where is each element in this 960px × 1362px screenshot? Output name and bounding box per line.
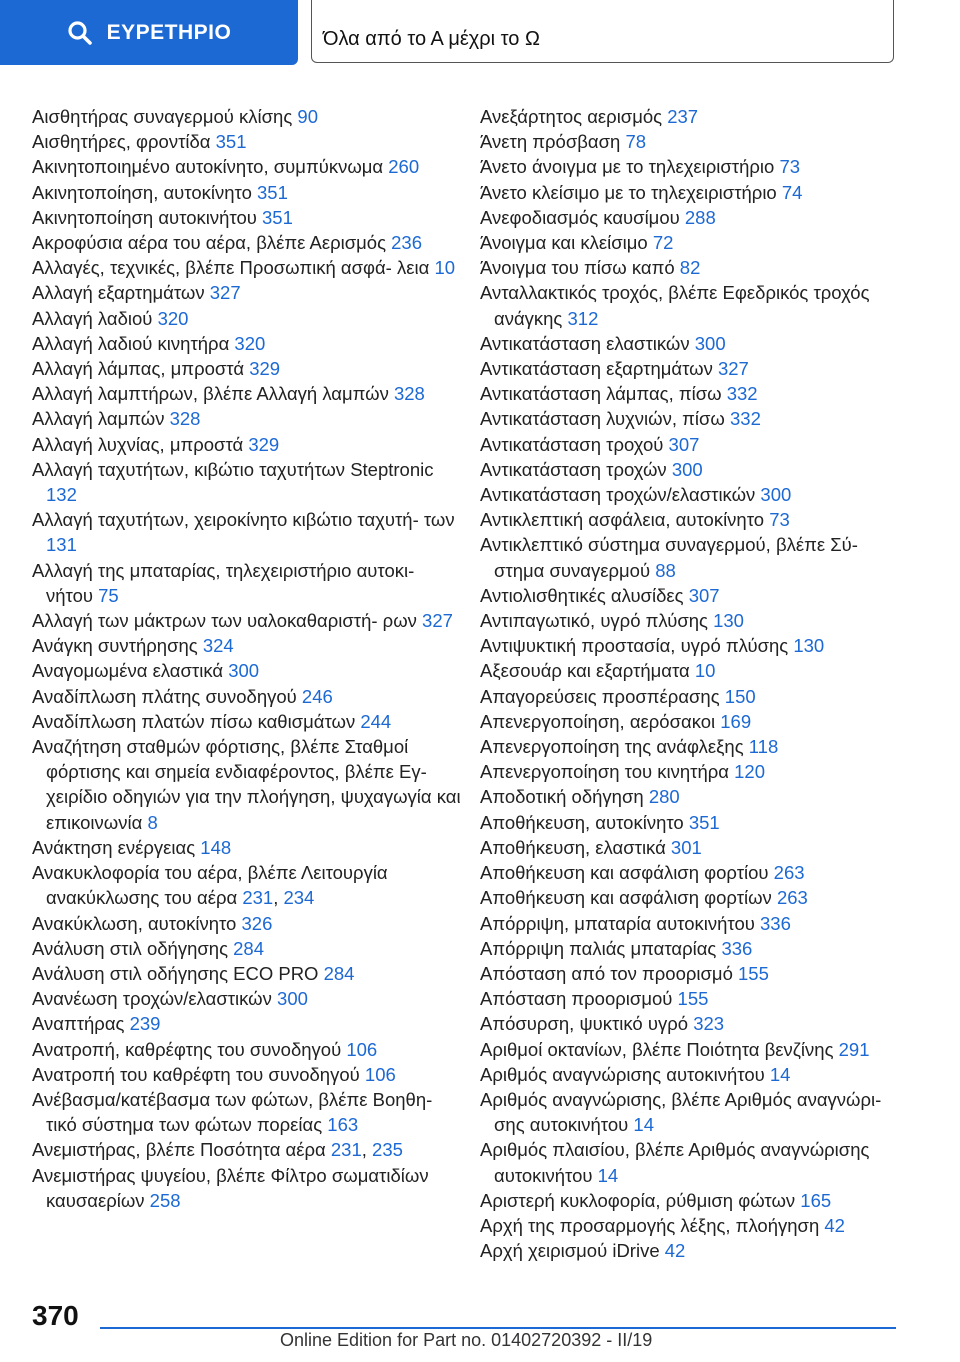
index-entry-text: Αποθήκευση και ασφάλιση φορτίου xyxy=(480,862,774,884)
page-reference-link[interactable]: 291 xyxy=(838,1038,870,1060)
index-entry-text: Αισθητήρας συναγερμού κλίσης xyxy=(32,106,298,127)
index-entry-text: Αισθητήρες, φροντίδα xyxy=(32,131,216,153)
page-reference-link[interactable]: 244 xyxy=(360,710,392,732)
page-reference-link[interactable]: 284 xyxy=(233,937,264,959)
page-reference-link[interactable]: 148 xyxy=(200,836,232,858)
index-entry xyxy=(480,205,910,230)
footer-divider xyxy=(100,1327,896,1329)
page-reference-link[interactable]: 150 xyxy=(724,685,756,707)
page-reference-link[interactable]: 10 xyxy=(434,257,456,279)
index-entry-text: Αναζήτηση σταθμών φόρτισης, βλέπε Σταθμοί φόρτισης και σημεία ενδιαφέροντος, βλέπε Εγ‐ χειρίδιο οδηγιών για την πλοήγηση, ψυχαγωγία και επικοινωνία xyxy=(32,736,461,833)
page-reference-link[interactable]: 74 xyxy=(781,181,803,203)
index-entry xyxy=(32,255,462,280)
index-entry-text: Αντιψυκτική προστασία, υγρό πλύσης xyxy=(480,635,794,657)
index-entry-text: Ακινητοποιημένο αυτοκίνητο, συμπύκνωμα xyxy=(32,156,389,178)
index-entry xyxy=(32,205,462,230)
page-reference-link[interactable]: 120 xyxy=(734,761,766,783)
index-entry-text: Άνετο άνοιγμα με το τηλεχειριστήριο xyxy=(480,156,780,178)
index-entry xyxy=(480,1087,910,1137)
page-reference-link[interactable]: 307 xyxy=(688,584,720,606)
page-reference-link[interactable]: 288 xyxy=(684,206,716,228)
page-reference-link[interactable]: 75 xyxy=(98,584,119,606)
index-entry xyxy=(32,1087,462,1137)
index-entry xyxy=(480,532,910,582)
index-entry xyxy=(32,230,462,255)
index-entry xyxy=(480,180,910,205)
index-entry-text: Αριθμός αναγνώρισης αυτοκινήτου xyxy=(480,1063,770,1085)
index-entry xyxy=(32,1011,462,1036)
index-entry-text: Ανεμιστήρας ψυγείου, βλέπε Φίλτρο σωματιδίων καυσαερίων xyxy=(32,1164,429,1211)
index-entry xyxy=(32,280,462,305)
index-entry-text: Ανάλυση στιλ οδήγησης xyxy=(32,937,234,959)
index-entry-text: Αντικλεπτική ασφάλεια, αυτοκίνητο xyxy=(480,509,770,531)
page-reference-link[interactable]: 155 xyxy=(677,988,709,1010)
index-entry-text: Αλλαγή λαμπτήρων, βλέπε Αλλαγή λαμπών xyxy=(32,383,394,405)
index-entry xyxy=(32,860,462,910)
index-entry-text: Αλλαγή της μπαταρίας, τηλεχειριστήριο αυτοκι‐ νήτου xyxy=(32,559,415,606)
index-entry xyxy=(32,406,462,431)
page-reference-link[interactable]: 73 xyxy=(769,509,790,531)
index-entry xyxy=(480,810,910,835)
page-reference-link[interactable]: 351 xyxy=(215,131,247,153)
index-entry xyxy=(480,230,910,255)
page-reference-link[interactable]: 260 xyxy=(388,156,420,178)
index-entry xyxy=(480,734,910,759)
page-reference-link[interactable]: 106 xyxy=(364,1063,396,1085)
index-entry-text: Αριστερή κυκλοφορία, ρύθμιση φώτων xyxy=(480,1189,801,1211)
page-reference-link[interactable]: 300 xyxy=(228,660,260,682)
page-reference-link[interactable]: 88 xyxy=(655,559,676,581)
index-entry xyxy=(480,457,910,482)
index-entry-text: Άνετη πρόσβαση xyxy=(480,131,626,153)
page-reference-link[interactable]: 14 xyxy=(597,1164,619,1186)
index-entry-text: Ανάκτηση ενέργειας xyxy=(32,836,201,858)
page-reference-link[interactable]: 258 xyxy=(149,1189,181,1211)
page-reference-link[interactable]: 327 xyxy=(717,358,749,380)
page-reference-link[interactable]: 329 xyxy=(249,358,281,380)
index-entry-text: Αντιπαγωτικό, υγρό πλύσης xyxy=(480,610,714,632)
index-entry-text: Αλλαγή εξαρτημάτων xyxy=(32,282,210,304)
page-reference-link[interactable]: 300 xyxy=(760,484,792,506)
index-entry xyxy=(480,406,910,431)
index-entry-text: Ανακύκλωση, αυτοκίνητο xyxy=(32,912,242,934)
index-entry xyxy=(32,129,462,154)
index-entry-text: Απόσταση προορισμού xyxy=(480,988,678,1010)
index-entry xyxy=(480,911,910,936)
index-entry xyxy=(480,936,910,961)
page-reference-link[interactable]: 312 xyxy=(567,307,599,329)
page-reference-link[interactable]: 280 xyxy=(648,786,680,808)
page-reference-link[interactable]: 332 xyxy=(730,408,761,430)
page-reference-link[interactable]: 300 xyxy=(671,458,703,480)
index-entry xyxy=(480,104,910,129)
index-entry-text: Άνοιγμα του πίσω καπό xyxy=(480,257,680,279)
page-reference-link[interactable]: 118 xyxy=(748,736,779,758)
index-entry xyxy=(32,381,462,406)
edition-note: Online Edition for Part no. 01402720392 - II/19 xyxy=(280,1330,653,1350)
page-header xyxy=(0,0,960,66)
index-entry-text: Άνοιγμα και κλείσιμο xyxy=(480,232,653,254)
index-entry-text: Αναδίπλωση πλάτης συνοδηγού xyxy=(32,685,302,707)
index-entry-text: Αναγομωμένα ελαστικά xyxy=(32,660,229,682)
index-entry-text: Αποθήκευση και ασφάλιση φορτίων xyxy=(480,887,777,909)
page-reference-link[interactable]: 14 xyxy=(633,1114,654,1136)
page-reference-link[interactable]: 72 xyxy=(652,232,674,254)
index-entry-text: Ανανέωση τροχών/ελαστικών xyxy=(32,988,278,1010)
page-ref-separator: , xyxy=(361,1139,373,1161)
index-entry-text: Αλλαγή ταχυτήτων, κιβώτιο ταχυτήτων Steptronic xyxy=(32,458,434,480)
index-entry-text: Αλλαγή λυχνίας, μπροστά xyxy=(32,433,249,455)
index-entry xyxy=(480,658,910,683)
index-entry-text: Απόσταση από τον προορισμό xyxy=(480,962,739,984)
page-reference-link[interactable]: 328 xyxy=(393,383,425,405)
page-reference-link[interactable]: 329 xyxy=(248,433,280,455)
page-reference-link[interactable]: 284 xyxy=(323,962,355,984)
page-reference-link[interactable]: 320 xyxy=(157,307,189,329)
index-entry-text: Άνετο κλείσιμο με το τηλεχειριστήριο xyxy=(480,181,782,203)
index-entry-text: Ανατροπή, καθρέφτης του συνοδηγού xyxy=(32,1038,347,1060)
page-reference-link[interactable]: 236 xyxy=(391,232,422,254)
index-entry xyxy=(32,1137,462,1162)
index-entry xyxy=(480,1011,910,1036)
index-entry-text: Αντικλεπτικό σύστημα συναγερμού, βλέπε Σύ‐ στημα συναγερμού xyxy=(480,534,858,581)
page-reference-link[interactable]: 326 xyxy=(241,912,273,934)
page-reference-link[interactable]: 130 xyxy=(713,610,744,632)
index-tab-label: ΕΥΡΕΤΗΡΙΟ xyxy=(106,20,232,44)
page-reference-link[interactable]: 8 xyxy=(147,811,158,833)
search-icon xyxy=(67,20,93,46)
index-entry-text: Αντιολισθητικές αλυσίδες xyxy=(480,584,689,606)
index-entry xyxy=(480,684,910,709)
index-entry-text: Αριθμοί οκτανίων, βλέπε Ποιότητα βενζίνης xyxy=(480,1038,839,1060)
index-entry xyxy=(480,255,910,280)
page-reference-link[interactable]: 73 xyxy=(779,156,801,178)
page-reference-link[interactable]: 323 xyxy=(693,1013,725,1035)
index-entry xyxy=(480,129,910,154)
index-entry xyxy=(480,759,910,784)
index-entry-text: Ανάλυση στιλ οδήγησης ECO PRO xyxy=(32,962,324,984)
index-entry xyxy=(480,633,910,658)
page-reference-link[interactable]: 332 xyxy=(726,383,758,405)
index-entry xyxy=(480,583,910,608)
page-reference-link[interactable]: 82 xyxy=(679,257,701,279)
index-entry-text: Αναπτήρας xyxy=(32,1013,130,1035)
index-entry xyxy=(480,381,910,406)
index-entry xyxy=(480,1188,910,1213)
index-entry xyxy=(32,306,462,331)
index-entry-text: Αλλαγή λαδιού κινητήρα xyxy=(32,332,235,354)
index-entry-text: Ανάγκη συντήρησης xyxy=(32,635,203,657)
index-entry-text: Αποδοτική οδήγηση xyxy=(480,786,649,808)
index-entry-text: Ανακυκλοφορία του αέρα, βλέπε Λειτουργία ανακύκλωσης του αέρα xyxy=(32,862,388,909)
page-reference-link[interactable]: 237 xyxy=(667,106,699,127)
index-entry-text: Ανεξάρτητος αερισμός xyxy=(480,106,668,127)
index-entry xyxy=(32,633,462,658)
page-reference-link[interactable]: 263 xyxy=(773,862,805,884)
page-number: 370 xyxy=(32,1300,79,1331)
index-entry-text: Ακινητοποίηση αυτοκινήτου xyxy=(32,206,262,228)
index-entry-text: Αρχή της προσαρμογής λέξης, πλοήγηση xyxy=(480,1214,825,1236)
page-reference-link[interactable]: 169 xyxy=(720,710,752,732)
index-entry xyxy=(480,1238,910,1263)
index-entry-text: Απόρριψη παλιάς μπαταρίας xyxy=(480,937,722,959)
page-reference-link[interactable]: 320 xyxy=(234,332,266,354)
index-entry-text: Αριθμός πλαισίου, βλέπε Αριθμός αναγνώρισης αυτοκινήτου xyxy=(480,1139,870,1186)
index-entry xyxy=(32,507,462,557)
page-reference-link[interactable]: 351 xyxy=(257,181,288,203)
index-entry-text: Αναδίπλωση πλατών πίσω καθισμάτων xyxy=(32,710,361,732)
index-entry xyxy=(480,835,910,860)
index-entry xyxy=(32,835,462,860)
index-entry xyxy=(32,658,462,683)
index-entry-text: Αλλαγή λαμπών xyxy=(32,408,170,430)
section-subtitle-box xyxy=(311,0,894,63)
index-entry-text: Ανατροπή του καθρέφτη του συνοδηγού xyxy=(32,1063,365,1085)
index-entry xyxy=(32,154,462,179)
index-column-right xyxy=(480,104,910,1263)
page-reference-link[interactable]: 336 xyxy=(760,912,791,934)
page-reference-link[interactable]: 328 xyxy=(169,408,201,430)
index-entry-text: Αρχή χειρισμού iDrive xyxy=(480,1240,665,1262)
index-entry xyxy=(480,860,910,885)
page-reference-link[interactable]: 42 xyxy=(664,1240,686,1262)
index-entry xyxy=(32,1037,462,1062)
index-entry-text: Αντικατάσταση τροχών/ελαστικών xyxy=(480,484,761,506)
page-reference-link[interactable]: 246 xyxy=(301,685,333,707)
index-entry-text: Ανεμιστήρας, βλέπε Ποσότητα αέρα xyxy=(32,1139,331,1161)
index-entry-text: Ανταλλακτικός τροχός, βλέπε Εφεδρικός τροχός ανάγκης xyxy=(480,282,870,329)
index-entry xyxy=(480,1062,910,1087)
index-entry xyxy=(480,1037,910,1062)
index-entry xyxy=(480,1213,910,1238)
page-reference-link[interactable]: 10 xyxy=(694,660,716,682)
index-entry xyxy=(32,608,462,633)
index-entry-text: Αλλαγή των μάκτρων των υαλοκαθαριστή‐ ρων xyxy=(32,610,423,632)
index-entry-text: Αλλαγές, τεχνικές, βλέπε Προσωπική ασφά‐ λεια xyxy=(32,257,435,279)
page-reference-link[interactable]: 327 xyxy=(209,282,241,304)
index-entry xyxy=(32,104,462,129)
index-entry-text: Απενεργοποίηση της ανάφλεξης xyxy=(480,736,749,758)
page-reference-link[interactable]: 351 xyxy=(688,811,720,833)
page-reference-link[interactable]: 165 xyxy=(800,1189,832,1211)
page-reference-link[interactable]: 130 xyxy=(793,635,825,657)
page-reference-link[interactable]: 235 xyxy=(372,1139,403,1161)
index-entry-text: Απαγορεύσεις προσπέρασης xyxy=(480,685,725,707)
index-entry xyxy=(480,432,910,457)
index-entry xyxy=(32,457,462,507)
index-entry-text: Αντικατάσταση τροχών xyxy=(480,458,672,480)
index-entry xyxy=(480,709,910,734)
index-entry xyxy=(480,331,910,356)
page-reference-link[interactable]: 90 xyxy=(297,106,318,127)
index-entry-text: Απενεργοποίηση, αερόσακοι xyxy=(480,710,721,732)
index-entry xyxy=(480,961,910,986)
index-entry xyxy=(480,154,910,179)
index-entry-text: Ακινητοποίηση, αυτοκίνητο xyxy=(32,181,258,203)
index-entry xyxy=(32,936,462,961)
index-entry-text: Ακροφύσια αέρα του αέρα, βλέπε Αερισμός xyxy=(32,232,392,254)
page-reference-link[interactable]: 336 xyxy=(721,937,753,959)
page-ref-separator: , xyxy=(273,887,284,909)
index-column-left xyxy=(32,104,462,1213)
index-entry xyxy=(32,180,462,205)
page-reference-link[interactable]: 163 xyxy=(327,1114,359,1136)
page-reference-link[interactable]: 78 xyxy=(625,131,647,153)
page-reference-link[interactable]: 327 xyxy=(422,610,453,632)
index-entry xyxy=(32,734,462,835)
page-reference-link[interactable]: 155 xyxy=(738,962,769,984)
index-entry xyxy=(480,608,910,633)
page-reference-link[interactable]: 239 xyxy=(129,1013,161,1035)
index-entry xyxy=(32,684,462,709)
index-entry xyxy=(480,356,910,381)
index-entry xyxy=(32,331,462,356)
index-entry-text: Απενεργοποίηση του κινητήρα xyxy=(480,761,735,783)
page-reference-link[interactable]: 307 xyxy=(668,433,700,455)
page-reference-link[interactable]: 351 xyxy=(262,206,293,228)
page-reference-link[interactable]: 231 xyxy=(242,887,274,909)
page-reference-link[interactable]: 301 xyxy=(670,836,702,858)
index-entry-text: Αποθήκευση, ελαστικά xyxy=(480,836,671,858)
index-entry xyxy=(32,1062,462,1087)
index-entry-text: Αντικατάσταση εξαρτημάτων xyxy=(480,358,718,380)
index-entry xyxy=(32,961,462,986)
page-reference-link[interactable]: 131 xyxy=(46,534,77,556)
index-entry xyxy=(480,482,910,507)
section-subtitle: Όλα από το Α μέχρι το Ω xyxy=(323,28,540,50)
index-entry xyxy=(480,885,910,910)
index-entry xyxy=(32,709,462,734)
index-entry-text: Αλλαγή λάμπας, μπροστά xyxy=(32,358,250,380)
page-reference-link[interactable]: 106 xyxy=(346,1038,378,1060)
index-entry-text: Αξεσουάρ και εξαρτήματα xyxy=(480,660,695,682)
index-entry xyxy=(32,356,462,381)
index-entry xyxy=(32,558,462,608)
index-entry xyxy=(480,784,910,809)
page-reference-link[interactable]: 263 xyxy=(776,887,808,909)
index-entry xyxy=(480,280,910,330)
index-entry-text: Αλλαγή ταχυτήτων, χειροκίνητο κιβώτιο ταχυτή‐ των xyxy=(32,509,455,531)
page-reference-link[interactable]: 42 xyxy=(824,1214,845,1236)
page-reference-link[interactable]: 234 xyxy=(283,887,315,909)
index-entry-text: Αντικατάσταση λυχνιών, πίσω xyxy=(480,408,730,430)
index-entry-text: Αντικατάσταση λάμπας, πίσω xyxy=(480,383,727,405)
page-reference-link[interactable]: 132 xyxy=(46,484,77,506)
index-entry xyxy=(480,986,910,1011)
page-reference-link[interactable]: 300 xyxy=(694,332,726,354)
index-entry-text: Απόρριψη, μπαταρία αυτοκινήτου xyxy=(480,912,761,934)
index-entry xyxy=(32,1163,462,1213)
index-entry-text: Ανεφοδιασμός καυσίμου xyxy=(480,206,685,228)
index-entry xyxy=(32,911,462,936)
page-reference-link[interactable]: 231 xyxy=(330,1139,362,1161)
index-entry xyxy=(32,432,462,457)
index-entry-text: Απόσυρση, ψυκτικό υγρό xyxy=(480,1013,694,1035)
page-reference-link[interactable]: 300 xyxy=(277,988,308,1010)
index-entry xyxy=(480,507,910,532)
index-entry-text: Ανέβασμα/κατέβασμα των φώτων, βλέπε Βοηθη‐ τικό σύστημα των φώτων πορείας xyxy=(32,1088,433,1136)
index-entry-text: Αντικατάσταση τροχού xyxy=(480,433,669,455)
index-tab-button[interactable] xyxy=(0,0,298,65)
index-entry xyxy=(480,1137,910,1187)
index-entry-text: Αποθήκευση, αυτοκίνητο xyxy=(480,811,689,833)
page-reference-link[interactable]: 14 xyxy=(769,1063,791,1085)
page-reference-link[interactable]: 324 xyxy=(202,635,234,657)
index-entry-text: Αλλαγή λαδιού xyxy=(32,307,158,329)
index-entry-text: Αριθμός αναγνώρισης, βλέπε Αριθμός αναγνώρι‐ σης αυτοκινήτου xyxy=(480,1088,882,1136)
index-entry-text: Αντικατάσταση ελαστικών xyxy=(480,332,695,354)
index-entry xyxy=(32,986,462,1011)
